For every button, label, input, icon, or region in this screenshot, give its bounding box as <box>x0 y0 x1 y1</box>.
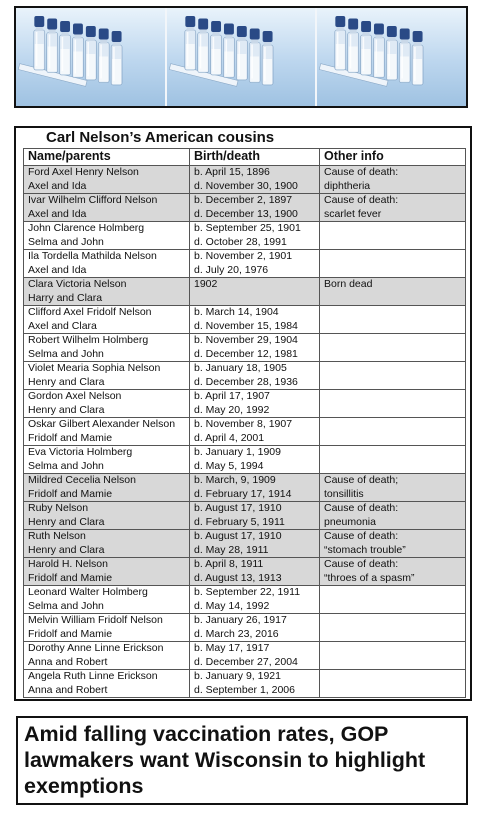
parents-names: Anna and Robert <box>28 655 108 668</box>
death-date: d. December 27, 2004 <box>194 655 298 668</box>
name-parents-cell <box>24 390 190 418</box>
info-line-2 <box>324 348 461 362</box>
info-line-1 <box>324 222 461 236</box>
birth-death-cell <box>190 390 320 418</box>
death-date: d. December 28, 1936 <box>194 375 298 388</box>
vaccine-vials-image <box>16 8 167 106</box>
person-name: Ivar Wilhelm Clifford Nelson <box>28 194 158 206</box>
info-line-1: Born dead <box>324 278 373 290</box>
death-date: d. May 14, 1992 <box>194 599 270 612</box>
birth-date: b. March, 9, 1909 <box>194 474 276 486</box>
birth-date: b. November 2, 1901 <box>194 250 293 262</box>
death-date: d. May 20, 1992 <box>194 403 270 416</box>
parents-names: Fridolf and Mamie <box>28 571 113 584</box>
birth-date: b. January 26, 1917 <box>194 614 287 626</box>
parents-names: Axel and Ida <box>28 179 87 192</box>
name-parents-cell <box>24 474 190 502</box>
headline-box <box>16 716 468 805</box>
birth-death-cell <box>190 194 320 222</box>
birth-date: b. January 18, 1905 <box>194 362 287 374</box>
death-date: d. November 15, 1984 <box>194 319 298 332</box>
table-row <box>24 670 466 698</box>
info-line-1 <box>324 334 461 348</box>
info-line-1 <box>324 390 461 404</box>
death-date: d. February 5, 1911 <box>194 515 285 528</box>
name-parents-cell <box>24 586 190 614</box>
vial-shape <box>361 21 372 75</box>
table-row <box>24 166 466 194</box>
parents-names: Selma and John <box>28 459 104 472</box>
name-parents-cell <box>24 614 190 642</box>
table-row <box>24 222 466 250</box>
person-name: Leonard Walter Holmberg <box>28 586 148 598</box>
table-row <box>24 250 466 278</box>
birth-death-cell <box>190 558 320 586</box>
birth-death-cell <box>190 166 320 194</box>
parents-names: Harry and Clara <box>28 291 103 304</box>
birth-death-cell <box>190 334 320 362</box>
name-parents-cell <box>24 530 190 558</box>
other-info-cell <box>320 362 466 390</box>
info-line-2 <box>324 404 461 418</box>
table-row <box>24 474 466 502</box>
cousins-table <box>23 148 466 698</box>
birth-date: b. January 1, 1909 <box>194 446 281 458</box>
birth-death-cell <box>190 642 320 670</box>
info-line-1: Cause of death: <box>324 558 399 570</box>
table-row <box>24 194 466 222</box>
name-parents-cell <box>24 418 190 446</box>
table-row <box>24 278 466 306</box>
name-parents-cell <box>24 670 190 698</box>
table-row <box>24 558 466 586</box>
parents-names: Axel and Ida <box>28 207 87 220</box>
vaccine-vials-banner <box>14 6 468 108</box>
name-parents-cell <box>24 306 190 334</box>
vaccine-vials-image <box>317 8 466 106</box>
birth-death-cell <box>190 474 320 502</box>
other-info-cell <box>320 586 466 614</box>
name-parents-cell <box>24 250 190 278</box>
info-line-1 <box>324 670 461 684</box>
parents-names: Selma and John <box>28 599 104 612</box>
person-name: Gordon Axel Nelson <box>28 390 122 402</box>
birth-date: 1902 <box>194 278 218 290</box>
parents-names: Selma and John <box>28 347 104 360</box>
birth-death-cell <box>190 446 320 474</box>
info-line-2: “throes of a spasm” <box>324 571 415 584</box>
vial-shape <box>72 24 83 78</box>
birth-death-cell <box>190 530 320 558</box>
death-date: d. October 28, 1991 <box>194 235 287 248</box>
vial-shape <box>262 31 273 85</box>
vial-shape <box>111 31 122 85</box>
name-parents-cell <box>24 446 190 474</box>
table-row <box>24 614 466 642</box>
birth-death-cell <box>190 362 320 390</box>
person-name: Ruth Nelson <box>28 530 86 542</box>
info-line-1 <box>324 362 461 376</box>
table-row <box>24 586 466 614</box>
death-date: d. December 13, 1900 <box>194 207 298 220</box>
info-line-2 <box>324 376 461 390</box>
other-info-cell <box>320 418 466 446</box>
death-date: d. August 13, 1913 <box>194 571 282 584</box>
cousins-table-card <box>14 126 472 701</box>
person-name: Ila Tordella Mathilda Nelson <box>28 250 157 262</box>
birth-death-cell <box>190 670 320 698</box>
vial-shape <box>249 29 260 83</box>
vial-shape <box>98 29 109 83</box>
table-row <box>24 502 466 530</box>
parents-names: Axel and Clara <box>28 319 97 332</box>
vial-shape <box>60 21 71 75</box>
other-info-cell <box>320 194 466 222</box>
vaccine-vials-image <box>167 8 318 106</box>
vial-shape <box>412 31 423 85</box>
person-name: Clifford Axel Fridolf Nelson <box>28 306 152 318</box>
info-line-1 <box>324 614 461 628</box>
table-row <box>24 642 466 670</box>
info-line-2 <box>324 236 461 250</box>
death-date <box>194 292 315 306</box>
vial-shape <box>185 16 196 70</box>
name-parents-cell <box>24 558 190 586</box>
table-row <box>24 390 466 418</box>
article-headline: Amid falling vaccination rates, GOP lawmakers want Wisconsin to highlight exemptions <box>24 722 426 798</box>
birth-death-cell <box>190 418 320 446</box>
parents-names: Fridolf and Mamie <box>28 487 113 500</box>
person-name: Violet Mearia Sophia Nelson <box>28 362 161 374</box>
info-line-2 <box>324 320 461 334</box>
info-line-1 <box>324 306 461 320</box>
name-parents-cell <box>24 334 190 362</box>
birth-date: b. November 29, 1904 <box>194 334 298 346</box>
info-line-2: “stomach trouble” <box>324 543 406 556</box>
other-info-cell <box>320 166 466 194</box>
birth-date: b. January 9, 1921 <box>194 670 281 682</box>
name-parents-cell <box>24 502 190 530</box>
vial-shape <box>335 16 346 70</box>
birth-date: b. August 17, 1910 <box>194 502 282 514</box>
parents-names: Henry and Clara <box>28 403 105 416</box>
other-info-cell <box>320 390 466 418</box>
person-name: Clara Victoria Nelson <box>28 278 127 290</box>
birth-date: b. March 14, 1904 <box>194 306 279 318</box>
info-line-1: Cause of death: <box>324 530 399 542</box>
other-info-cell <box>320 670 466 698</box>
info-line-1 <box>324 250 461 264</box>
column-header-dates: Birth/death <box>190 149 320 166</box>
other-info-cell <box>320 334 466 362</box>
table-header-row <box>24 149 466 166</box>
other-info-cell <box>320 278 466 306</box>
vial-shape <box>34 16 45 70</box>
info-line-2: tonsillitis <box>324 487 364 500</box>
death-date: d. April 4, 2001 <box>194 431 265 444</box>
vial-shape <box>374 24 385 78</box>
other-info-cell <box>320 222 466 250</box>
table-row <box>24 334 466 362</box>
name-parents-cell <box>24 278 190 306</box>
info-line-2 <box>324 264 461 278</box>
vial-shape <box>223 24 234 78</box>
other-info-cell <box>320 306 466 334</box>
name-parents-cell <box>24 166 190 194</box>
death-date: d. December 12, 1981 <box>194 347 298 360</box>
birth-date: b. September 25, 1901 <box>194 222 301 234</box>
birth-date: b. November 8, 1907 <box>194 418 293 430</box>
other-info-cell <box>320 446 466 474</box>
death-date: d. March 23, 2016 <box>194 627 279 640</box>
vial-shape <box>236 26 247 80</box>
birth-date: b. April 8, 1911 <box>194 558 264 570</box>
info-line-1 <box>324 446 461 460</box>
info-line-2: scarlet fever <box>324 207 382 220</box>
vial-shape <box>85 26 96 80</box>
birth-date: b. April 15, 1896 <box>194 166 270 178</box>
birth-death-cell <box>190 586 320 614</box>
table-row <box>24 362 466 390</box>
parents-names: Axel and Ida <box>28 263 87 276</box>
info-line-1: Cause of death: <box>324 166 399 178</box>
other-info-cell <box>320 558 466 586</box>
birth-date: b. April 17, 1907 <box>194 390 270 402</box>
vial-shape <box>197 19 208 73</box>
death-date: d. July 20, 1976 <box>194 263 269 276</box>
birth-death-cell <box>190 614 320 642</box>
column-header-info: Other info <box>320 149 466 166</box>
person-name: Robert Wilhelm Holmberg <box>28 334 149 346</box>
other-info-cell <box>320 530 466 558</box>
parents-names: Fridolf and Mamie <box>28 627 113 640</box>
other-info-cell <box>320 250 466 278</box>
vial-shape <box>387 26 398 80</box>
info-line-2 <box>324 628 461 642</box>
name-parents-cell <box>24 194 190 222</box>
info-line-1 <box>324 642 461 656</box>
person-name: Melvin William Fridolf Nelson <box>28 614 163 626</box>
vial-shape <box>47 19 58 73</box>
name-parents-cell <box>24 642 190 670</box>
name-parents-cell <box>24 222 190 250</box>
other-info-cell <box>320 502 466 530</box>
birth-date: b. August 17, 1910 <box>194 530 282 542</box>
vial-shape <box>210 21 221 75</box>
birth-death-cell <box>190 502 320 530</box>
person-name: Harold H. Nelson <box>28 558 108 570</box>
death-date: d. May 28, 1911 <box>194 543 269 556</box>
info-line-2 <box>324 600 461 614</box>
birth-death-cell <box>190 222 320 250</box>
parents-names: Henry and Clara <box>28 515 105 528</box>
table-row <box>24 418 466 446</box>
other-info-cell <box>320 474 466 502</box>
vial-shape <box>348 19 359 73</box>
parents-names: Selma and John <box>28 235 104 248</box>
birth-date: b. September 22, 1911 <box>194 586 301 598</box>
table-row <box>24 530 466 558</box>
death-date: d. September 1, 2006 <box>194 683 295 696</box>
person-name: Mildred Cecelia Nelson <box>28 474 136 486</box>
person-name: John Clarence Holmberg <box>28 222 145 234</box>
info-line-2: diphtheria <box>324 179 371 192</box>
death-date: d. February 17, 1914 <box>194 487 292 500</box>
info-line-1 <box>324 586 461 600</box>
name-parents-cell <box>24 362 190 390</box>
info-line-1: Cause of death; <box>324 474 399 486</box>
birth-death-cell <box>190 278 320 306</box>
parents-names: Henry and Clara <box>28 375 105 388</box>
person-name: Angela Ruth Linne Erickson <box>28 670 158 682</box>
parents-names: Anna and Robert <box>28 683 108 696</box>
info-line-1 <box>324 418 461 432</box>
person-name: Dorothy Anne Linne Erickson <box>28 642 164 654</box>
info-line-2: pneumonia <box>324 515 376 528</box>
other-info-cell <box>320 614 466 642</box>
person-name: Ford Axel Henry Nelson <box>28 166 139 178</box>
person-name: Oskar Gilbert Alexander Nelson <box>28 418 176 430</box>
vial-shape <box>400 29 411 83</box>
info-line-1: Cause of death: <box>324 502 399 514</box>
parents-names: Henry and Clara <box>28 543 105 556</box>
info-line-2 <box>324 292 461 306</box>
person-name: Eva Victoria Holmberg <box>28 446 133 458</box>
info-line-1: Cause of death: <box>324 194 399 206</box>
birth-death-cell <box>190 250 320 278</box>
table-row <box>24 306 466 334</box>
table-title: Carl Nelson’s American cousins <box>46 129 275 146</box>
parents-names: Fridolf and Mamie <box>28 431 113 444</box>
person-name: Ruby Nelson <box>28 502 89 514</box>
info-line-2 <box>324 656 461 670</box>
death-date: d. May 5, 1994 <box>194 459 264 472</box>
other-info-cell <box>320 642 466 670</box>
birth-date: b. May 17, 1917 <box>194 642 270 654</box>
table-row <box>24 446 466 474</box>
info-line-2 <box>324 460 461 474</box>
birth-date: b. December 2, 1897 <box>194 194 293 206</box>
info-line-2 <box>324 684 461 698</box>
info-line-2 <box>324 432 461 446</box>
birth-death-cell <box>190 306 320 334</box>
death-date: d. November 30, 1900 <box>194 179 298 192</box>
column-header-name: Name/parents <box>24 149 190 166</box>
